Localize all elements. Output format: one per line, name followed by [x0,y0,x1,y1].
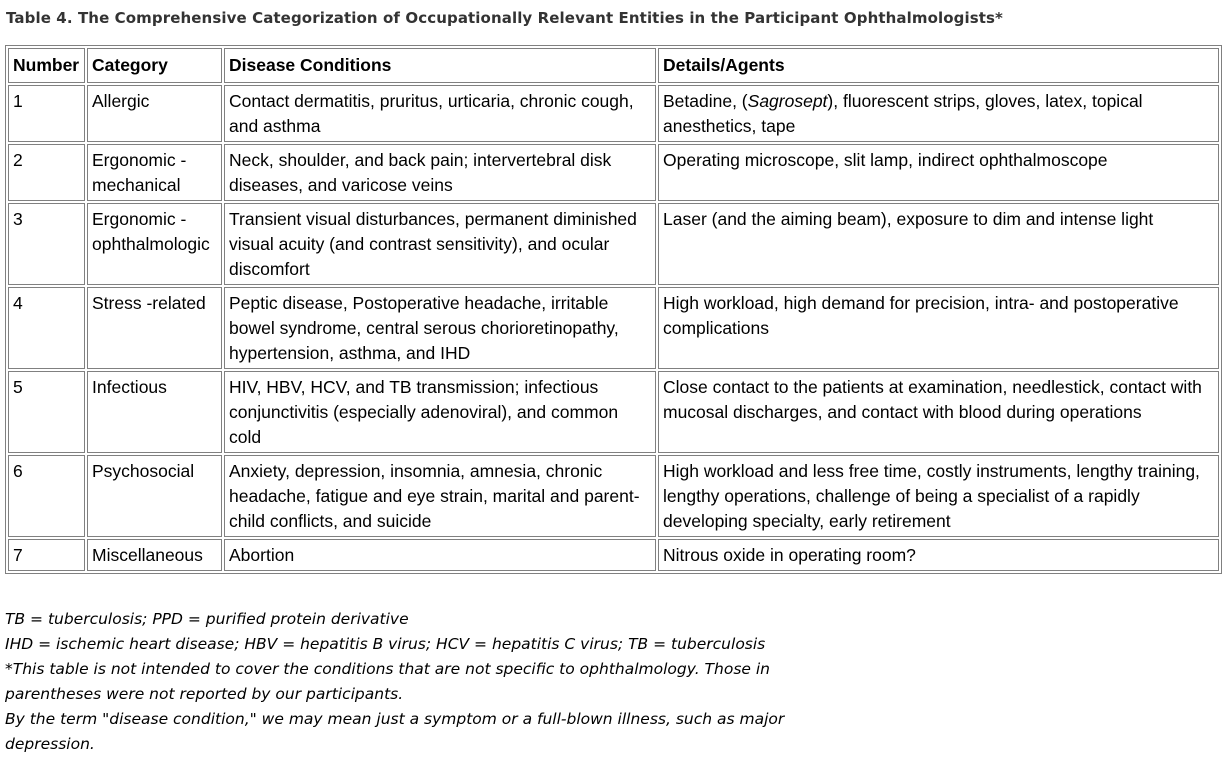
cell-number: 5 [8,371,85,453]
cell-conditions: HIV, HBV, HCV, and TB transmission; infectious conjunctivitis (especially adenoviral), and common cold [224,371,656,453]
entities-table [5,45,1222,574]
header-disease-conditions: Disease Conditions [224,48,656,83]
cell-category: Allergic [87,85,222,142]
cell-number: 1 [8,85,85,142]
footnote: IHD = ischemic heart disease; HBV = hepatitis B virus; HCV = hepatitis C virus; TB = tuberculosis [5,635,766,653]
cell-conditions: Anxiety, depression, insomnia, amnesia, chronic headache, fatigue and eye strain, marital and parent-child conflicts, and suicide [224,455,656,537]
table-row [8,287,1219,369]
table-title: Table 4. The Comprehensive Categorization of Occupationally Relevant Entities in the Participant Ophthalmologists* [6,9,1004,27]
footnote: TB = tuberculosis; PPD = purified protein derivative [5,610,409,628]
cell-number: 7 [8,539,85,571]
agents-text: Betadine, ( [663,91,748,111]
cell-conditions: Contact dermatitis, pruritus, urticaria, chronic cough, and asthma [224,85,656,142]
cell-category: Ergonomic - mechanical [87,144,222,201]
cell-agents: Operating microscope, slit lamp, indirect ophthalmoscope [658,144,1219,201]
cell-agents: High workload and less free time, costly instruments, lengthy training, lengthy operations, challenge of being a specialist of a rapidly developing specialty, early retirement [658,455,1219,537]
cell-category: Miscellaneous [87,539,222,571]
cell-category: Stress -related [87,287,222,369]
agents-text: ), fluorescent strips, gloves, latex, topical anesthetics, tape [663,91,1143,136]
table-row [8,85,1219,142]
cell-agents: High workload, high demand for precision, intra- and postoperative complications [658,287,1219,369]
table-row [8,539,1219,571]
cell-conditions: Transient visual disturbances, permanent diminished visual acuity (and contrast sensitivity), and ocular discomfort [224,203,656,285]
table-header-row [8,48,1219,83]
cell-agents: Nitrous oxide in operating room? [658,539,1219,571]
table-row [8,203,1219,285]
table-footnotes [5,607,835,757]
cell-conditions: Abortion [224,539,656,571]
cell-conditions: Peptic disease, Postoperative headache, irritable bowel syndrome, central serous chorioretinopathy, hypertension, asthma, and IHD [224,287,656,369]
cell-category: Infectious [87,371,222,453]
header-number: Number [8,48,85,83]
header-details-agents: Details/Agents [658,48,1219,83]
cell-category: Psychosocial [87,455,222,537]
header-category: Category [87,48,222,83]
cell-conditions: Neck, shoulder, and back pain; intervertebral disk diseases, and varicose veins [224,144,656,201]
footnote: By the term "disease condition," we may mean just a symptom or a full-blown illness, such as major depression. [5,710,785,753]
agents-italic-text: Sagrosept [747,91,828,111]
cell-agents [658,85,1219,142]
cell-number: 2 [8,144,85,201]
table-row [8,144,1219,201]
cell-number: 3 [8,203,85,285]
cell-number: 4 [8,287,85,369]
cell-category: Ergonomic - ophthalmologic [87,203,222,285]
table-row [8,371,1219,453]
cell-number: 6 [8,455,85,537]
cell-agents: Close contact to the patients at examination, needlestick, contact with mucosal discharges, and contact with blood during operations [658,371,1219,453]
cell-agents: Laser (and the aiming beam), exposure to dim and intense light [658,203,1219,285]
table-row [8,455,1219,537]
footnote: *This table is not intended to cover the conditions that are not specific to ophthalmology. Those in parentheses were not reported by our participants. [5,660,771,703]
